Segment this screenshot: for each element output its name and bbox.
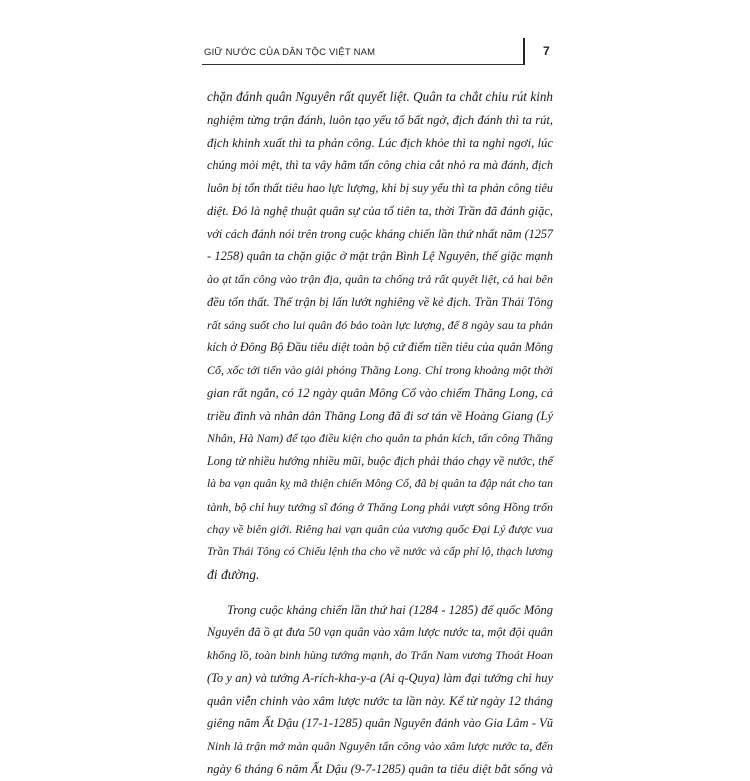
- text-line: luôn bị tổn thất tiêu hao lực lượng, khi bị suy yếu thì ta phản công tiêu: [207, 181, 553, 195]
- running-head-title: GIỮ NƯỚC CỦA DÂN TỘC VIỆT NAM: [204, 47, 376, 58]
- text-line: Nhân, Hà Nam) để tạo điều kiện cho quân ta phản kích, tấn công Thăng: [207, 431, 553, 446]
- header-rule: [202, 64, 524, 65]
- header-vertical-bar: [523, 38, 525, 65]
- text-line: với cách đánh nói trên trong cuộc kháng chiến lần thứ nhất năm (1257: [207, 226, 553, 241]
- paragraph-1: [207, 86, 553, 587]
- text-line: triều đình và nhân dân Thăng Long đã đi sơ tán về Hoàng Giang (Lý: [207, 408, 553, 423]
- text-line: rất sáng suốt cho lui quân đó bảo toàn lực lượng, để 8 ngày sau ta phản: [207, 317, 553, 332]
- text-line: chặn đánh quân Nguyên rất quyết liệt. Quân ta chắt chiu rút kinh: [207, 89, 553, 104]
- text-line: nghiệm từng trận đánh, luôn tạo yếu tố bất ngờ, địch đánh thì ta rút,: [207, 112, 553, 127]
- text-line: ào ạt tấn công vào trận địa, quân ta chống trả rất quyết liệt, cả hai bên: [207, 272, 553, 286]
- text-line: diệt. Đó là nghệ thuật quân sự của tổ tiên ta, thời Trần đã đánh giặc,: [207, 203, 553, 218]
- text-line: kích ở Đông Bộ Đầu tiêu diệt toàn bộ cứ điểm tiền tiêu của quân Mông: [207, 340, 553, 355]
- text-line: đi đường.: [207, 566, 260, 582]
- text-line: giêng năm Ất Dậu (17-1-1285) quân Nguyên đánh vào Gia Lâm - Vũ: [207, 716, 553, 731]
- text-line: khổng lồ, toàn binh hùng tướng mạnh, do Trấn Nam vương Thoát Hoan: [207, 648, 553, 662]
- text-line: là ba vạn quân kỵ mã thiện chiến Mông Cổ, đã bị quân ta đập nát cho tan: [207, 476, 553, 490]
- text-line: Long từ nhiều hướng nhiều mũi, buộc địch phải tháo chạy về nước, thế: [207, 454, 553, 468]
- text-line: chạy về biên giới. Riêng hai vạn quân của vương quốc Đại Lý được vua: [207, 522, 553, 537]
- text-line: địch khinh xuất thì ta phản công. Lúc địch khỏe thì ta nghỉ ngơi, lúc: [207, 135, 553, 150]
- text-line: - 1258) quân ta chặn giặc ở mặt trận Bình Lệ Nguyên, thế giặc mạnh: [207, 249, 553, 264]
- text-line: quân viễn chinh vào xâm lược nước ta lần này. Kể từ ngày 12 tháng: [207, 693, 553, 708]
- text-line: Ninh là trận mở màn quân Nguyên tấn công vào xâm lược nước ta, đến: [207, 739, 553, 753]
- paragraph-spacer: [207, 587, 553, 599]
- text-line: Cổ, xốc tới tiến vào giải phóng Thăng Long. Chỉ trong khoảng một thời: [207, 363, 553, 377]
- text-line: (To y an) và tướng A-rích-kha-y-a (Ai q-Quya) làm đại tướng chỉ huy: [207, 670, 553, 685]
- text-line: Nguyên đã ồ ạt đưa 50 vạn quân vào xâm lược nước ta, một đội quân: [207, 625, 553, 640]
- text-line: chúng mỏi mệt, thì ta vây hãm tấn công chia cắt nhỏ ra mà đánh, địch: [207, 158, 553, 173]
- text-line: gian rất ngắn, có 12 ngày quân Mông Cổ vào chiếm Thăng Long, cả: [207, 385, 553, 400]
- body-text: [207, 86, 553, 781]
- text-line: Trần Thái Tông có Chiếu lệnh tha cho về nước và cấp phí lộ, thạch lương: [207, 545, 553, 558]
- text-line: đều tổn thất. Thế trận bị lấn lướt nghiêng về kẻ địch. Trần Thái Tông: [207, 294, 553, 309]
- text-line: ngày 6 tháng 6 năm Ất Dậu (9-7-1285) quân ta tiêu diệt bắt sống và: [207, 761, 553, 776]
- text-line: Trong cuộc kháng chiến lần thứ hai (1284 - 1285) đế quốc Mông: [227, 602, 553, 617]
- paragraph-2: [207, 599, 553, 781]
- page-number: 7: [543, 44, 550, 58]
- text-line: tành, bộ chỉ huy tướng sĩ đóng ở Thăng Long phải vượt sông Hồng trốn: [207, 499, 553, 514]
